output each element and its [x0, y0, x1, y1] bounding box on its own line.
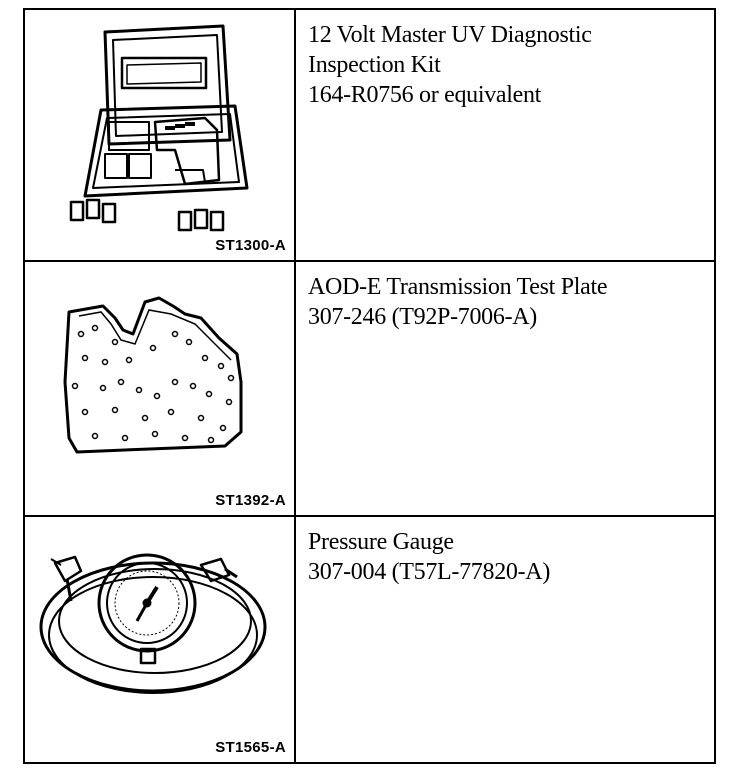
tool-name-line: Inspection Kit — [308, 52, 441, 78]
tool-name-line: AOD-E Transmission Test Plate — [308, 274, 608, 300]
description-cell — [296, 517, 714, 762]
tool-name-line: 12 Volt Master UV Diagnostic — [308, 22, 592, 48]
part-number: 164-R0756 or equivalent — [308, 82, 542, 108]
table-row — [25, 517, 714, 762]
tool-name-line: Pressure Gauge — [308, 529, 454, 555]
description-cell — [296, 10, 714, 260]
description-cell — [296, 262, 714, 515]
uv-diagnostic-kit-case-icon — [25, 10, 294, 260]
part-number: 307-004 (T57L-77820-A) — [308, 559, 551, 585]
special-tools-table — [23, 8, 716, 764]
pressure-gauge-icon — [25, 517, 294, 760]
illustration-cell — [25, 262, 296, 515]
part-number: 307-246 (T92P-7006-A) — [308, 304, 538, 330]
figure-code: ST1300-A — [215, 237, 286, 254]
table-row — [25, 10, 714, 262]
figure-code: ST1392-A — [215, 492, 286, 509]
illustration-cell — [25, 10, 296, 260]
transmission-test-plate-icon — [25, 262, 294, 515]
illustration-cell — [25, 517, 296, 762]
figure-code: ST1565-A — [215, 739, 286, 756]
table-row — [25, 262, 714, 517]
